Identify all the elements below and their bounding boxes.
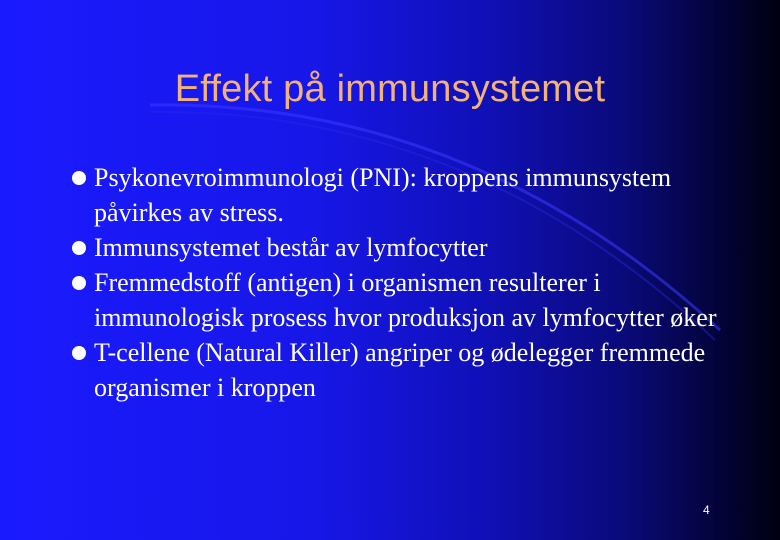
bullet-item: [70, 230, 740, 265]
bullet-text: Immunsystemet består av lymfocytter: [94, 233, 488, 262]
bullet-list: [70, 160, 740, 405]
bullet-text: Psykonevroimmunologi (PNI): kroppens immunsystem påvirkes av stress.: [94, 163, 672, 227]
bullet-dot-icon: [72, 171, 86, 185]
page-number: 4: [703, 503, 710, 517]
bullet-text: T-cellene (Natural Killer) angriper og ødelegger fremmede organismer i kroppen: [94, 338, 706, 402]
bullet-item: [70, 265, 740, 335]
bullet-item: [70, 335, 740, 405]
bullet-text: Fremmedstoff (antigen) i organismen resulterer i immunologisk prosess hvor produksjon av lymfocytter øker: [94, 268, 717, 332]
bullet-item: [70, 160, 740, 230]
slide-title: Effekt på immunsystemet: [174, 68, 606, 110]
bullet-dot-icon: [72, 241, 86, 255]
bullet-dot-icon: [72, 346, 86, 360]
bullet-dot-icon: [72, 276, 86, 290]
